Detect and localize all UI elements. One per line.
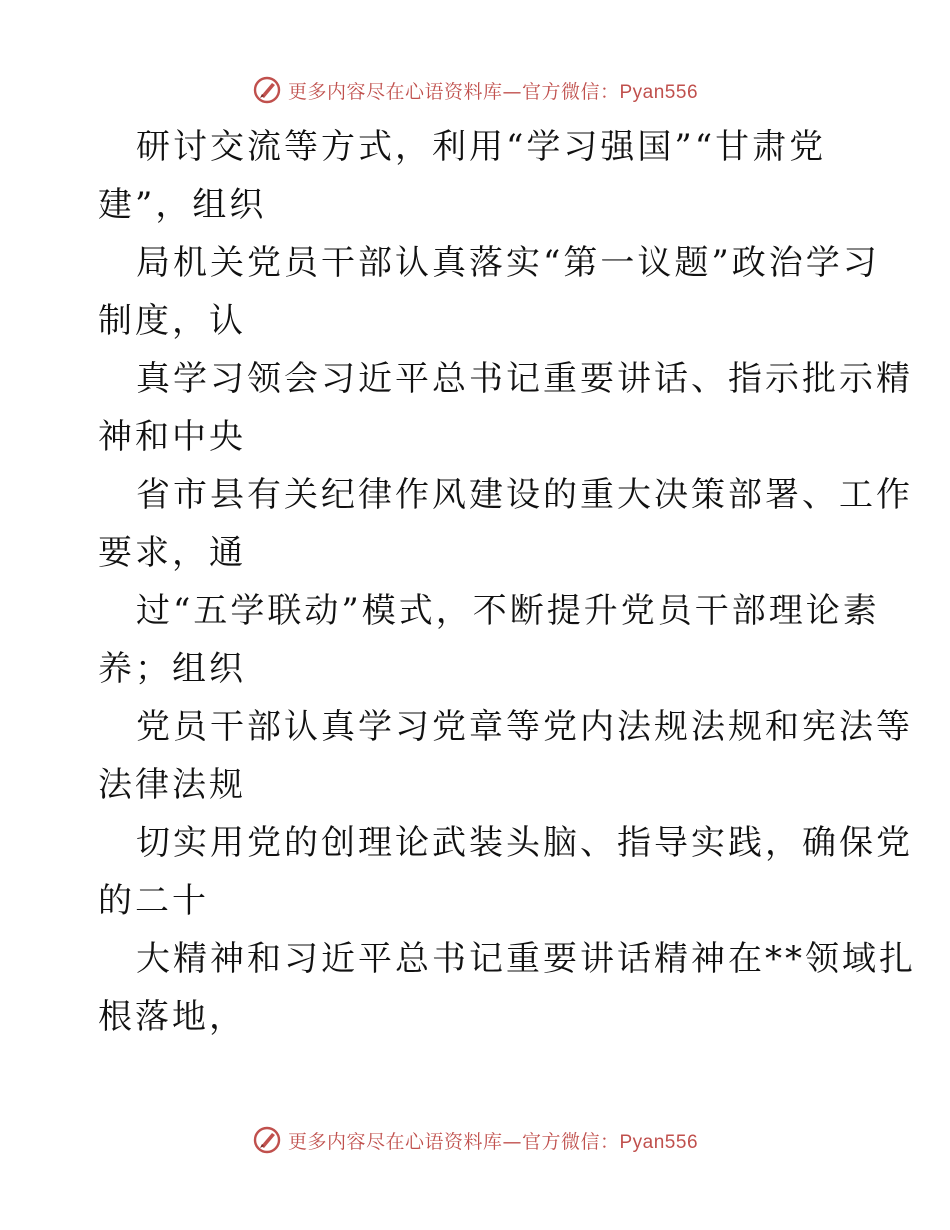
paragraph-line: 真学习领会习近平总书记重要讲话、指示批示精 [136,359,913,399]
paragraph-2 [98,234,880,350]
paragraph-1 [98,118,858,234]
footer-watermark-text [288,1127,698,1154]
paragraph-3 [98,350,913,466]
header-watermark-label: 更多内容尽在心语资料库—官方微信： [287,80,620,103]
footer-watermark-banner [0,1120,950,1160]
document-body [98,118,916,1046]
paragraph-line: 党员干部认真学习党章等党内法规法规和宪法等 [136,707,913,747]
header-watermark-banner [0,70,950,110]
paragraph-line: 过“五学联动”模式，不断提升党员干部理论素 [136,591,880,631]
footer-watermark-handle: Pyan556 [619,1131,699,1153]
paragraph-8 [98,930,916,1046]
paragraph-line: 省市县有关纪律作风建设的重大决策部署、工作 [136,475,913,515]
paragraph-line: 研讨交流等方式，利用“学习强国”“甘肃党 [136,127,827,167]
paragraph-line: 神和中央 [98,417,246,457]
paragraph-line: 切实用党的创理论武装头脑、指导实践，确保党 [136,823,913,863]
header-watermark-text [288,77,698,104]
paragraph-line: 局机关党员干部认真落实“第一议题”政治学习 [136,243,880,283]
paragraph-6 [98,698,913,814]
paragraph-line: 养；组织 [98,649,246,689]
paragraph-5 [98,582,880,698]
header-watermark-handle: Pyan556 [619,81,699,103]
paragraph-7 [98,814,913,930]
paragraph-line: 法律法规 [98,765,246,805]
footer-watermark-label: 更多内容尽在心语资料库—官方微信： [287,1130,620,1153]
paragraph-line: 根落地， [98,997,246,1037]
paragraph-line: 的二十 [98,881,209,921]
quill-pen-logo-icon [252,1125,282,1155]
paragraph-line: 大精神和习近平总书记重要讲话精神在**领域扎 [136,939,916,979]
paragraph-4 [98,466,913,582]
paragraph-line: 建”，组织 [98,185,267,225]
paragraph-line: 要求，通 [98,533,246,573]
quill-pen-logo-icon [252,75,282,105]
paragraph-line: 制度，认 [98,301,246,341]
